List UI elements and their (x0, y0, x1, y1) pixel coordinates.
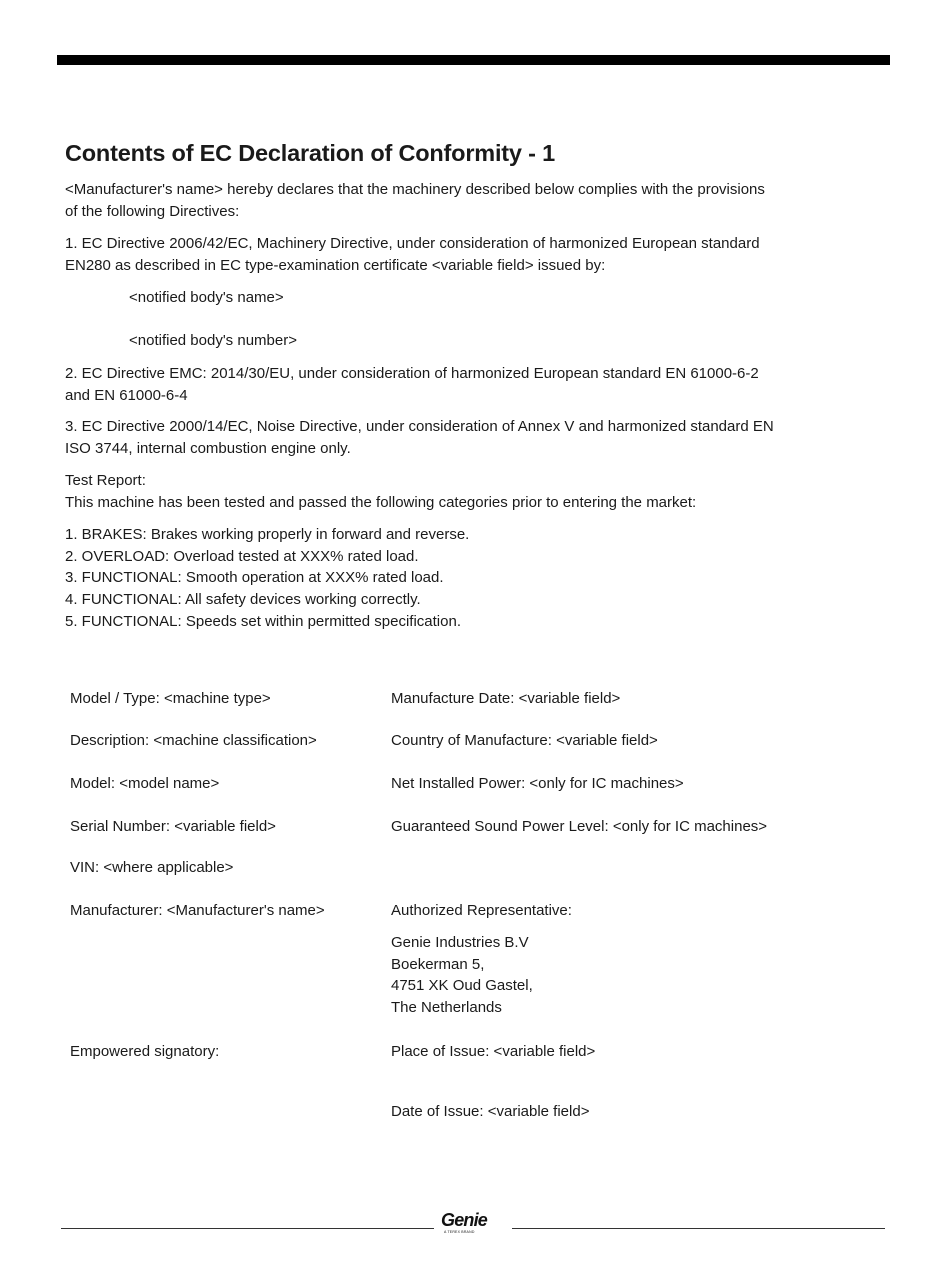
directive-2 (65, 363, 759, 407)
footer-rule-left (61, 1228, 434, 1229)
directive-1-line: EN280 as described in EC type-examination certificate <variable field> issued by: (65, 257, 606, 274)
representative-address (391, 932, 533, 1019)
address-line: 4751 XK Oud Gastel, (391, 977, 533, 995)
list-item: 5. FUNCTIONAL: Speeds set within permitted specification. (65, 612, 461, 630)
footer-rule-right (512, 1228, 885, 1229)
description-field: Description: <machine classification> (70, 732, 317, 749)
list-item: 3. FUNCTIONAL: Smooth operation at XXX% rated load. (65, 569, 444, 587)
directive-2-line: and EN 61000-6-4 (65, 387, 188, 404)
address-line: The Netherlands (391, 999, 502, 1017)
place-of-issue-field: Place of Issue: <variable field> (391, 1043, 596, 1060)
directive-3-line: ISO 3744, internal combustion engine only. (65, 440, 351, 457)
intro-line: of the following Directives: (65, 203, 240, 220)
manufacture-date-field: Manufacture Date: <variable field> (391, 690, 621, 707)
serial-number-field: Serial Number: <variable field> (70, 818, 276, 835)
page-title: Contents of EC Declaration of Conformity - 1 (65, 140, 555, 166)
directive-1 (65, 233, 760, 277)
test-report-heading: Test Report: (65, 472, 146, 489)
test-report-list (65, 524, 469, 633)
directive-3 (65, 416, 774, 460)
logo-tagline: A TEREX BRAND (444, 1230, 475, 1234)
list-item: 2. OVERLOAD: Overload tested at XXX% rated load. (65, 547, 419, 565)
vin-field: VIN: <where applicable> (70, 859, 234, 876)
empowered-signatory-field: Empowered signatory: (70, 1043, 220, 1060)
list-item: 1. BRAKES: Brakes working properly in forward and reverse. (65, 526, 470, 543)
address-line: Genie Industries B.V (391, 934, 529, 951)
test-report-intro: This machine has been tested and passed the following categories prior to entering the market: (65, 494, 697, 511)
date-of-issue-field: Date of Issue: <variable field> (391, 1103, 590, 1120)
manufacturer-field: Manufacturer: <Manufacturer's name> (70, 902, 325, 919)
authorized-rep-field: Authorized Representative: (391, 902, 572, 919)
notified-body-name: <notified body's name> (129, 289, 284, 306)
directive-1-line: 1. EC Directive 2006/42/EC, Machinery Directive, under consideration of harmonized European standard (65, 235, 760, 252)
intro-paragraph (65, 179, 765, 223)
intro-line: <Manufacturer's name> hereby declares that the machinery described below complies with the provisions (65, 181, 765, 198)
country-field: Country of Manufacture: <variable field> (391, 732, 658, 749)
directive-2-line: 2. EC Directive EMC: 2014/30/EU, under consideration of harmonized European standard EN 61000-6-2 (65, 365, 759, 382)
model-field: Model: <model name> (70, 775, 220, 792)
model-type-field: Model / Type: <machine type> (70, 690, 271, 707)
logo-wordmark: Genie (441, 1210, 488, 1230)
net-power-field: Net Installed Power: <only for IC machines> (391, 775, 684, 792)
directive-3-line: 3. EC Directive 2000/14/EC, Noise Directive, under consideration of Annex V and harmonized standard EN (65, 418, 774, 435)
top-rule (57, 55, 890, 65)
sound-power-field: Guaranteed Sound Power Level: <only for IC machines> (391, 818, 768, 835)
notified-body-number: <notified body's number> (129, 332, 297, 349)
test-report (65, 470, 696, 514)
list-item: 4. FUNCTIONAL: All safety devices working correctly. (65, 591, 421, 609)
address-line: Boekerman 5, (391, 955, 485, 973)
genie-logo (441, 1211, 507, 1237)
